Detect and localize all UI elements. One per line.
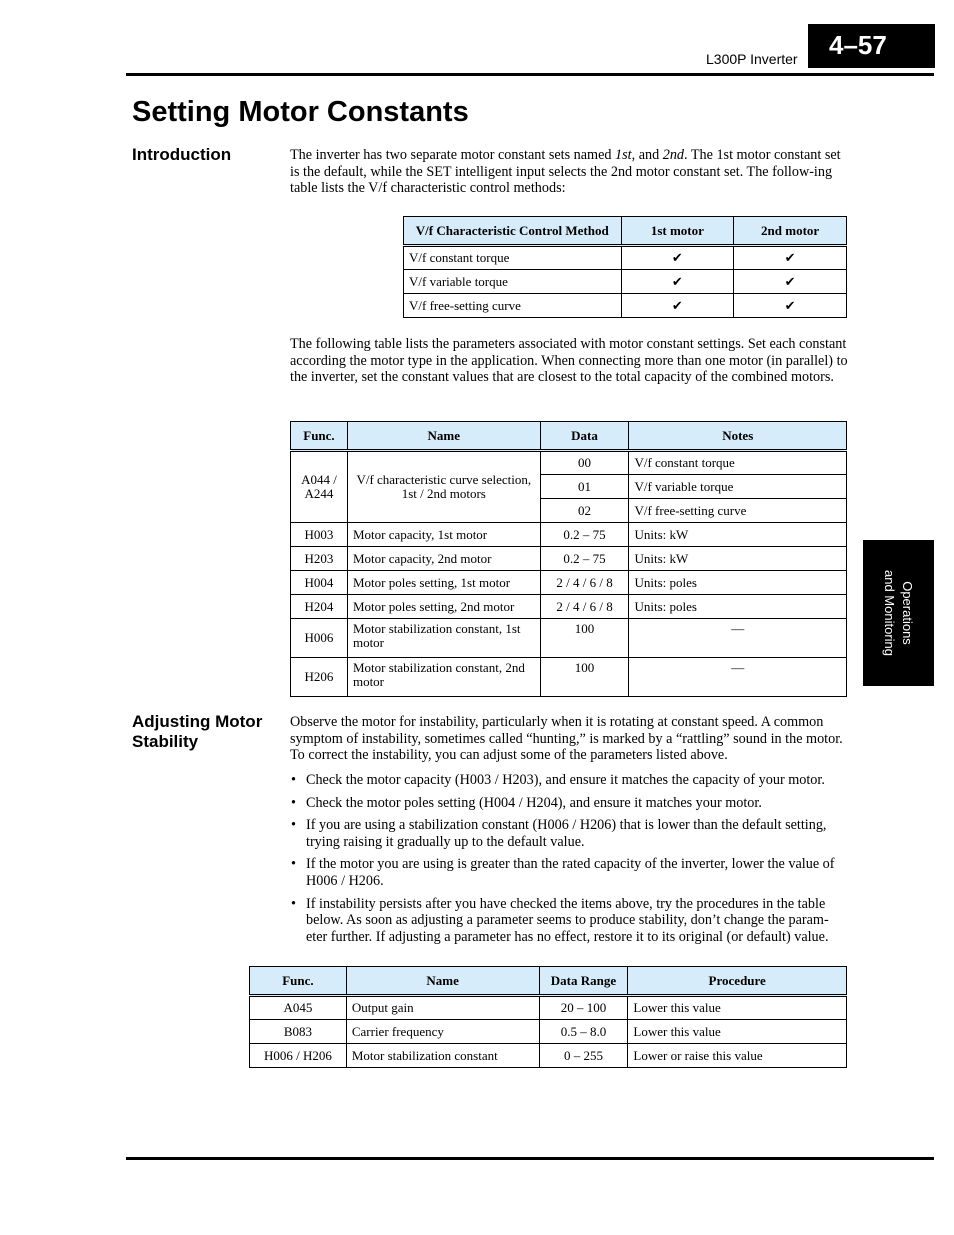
stability-bullet-list	[290, 772, 848, 951]
section-heading-adjusting-motor-stability	[132, 712, 262, 752]
data-cell: 0.2 – 75	[540, 523, 629, 547]
check-mark: ✔	[734, 294, 847, 318]
name-cell	[347, 451, 540, 523]
heading-line: Adjusting Motor	[132, 712, 263, 731]
side-tab-line1: Operations	[900, 581, 915, 645]
procedure-cell: Lower this value	[628, 996, 847, 1020]
table-row	[291, 595, 847, 619]
table-row	[250, 996, 847, 1020]
list-item: • Check the motor poles setting (H004 / H204), and ensure it matches your motor.	[290, 795, 848, 812]
data-cell: 02	[540, 499, 629, 523]
name-cell: Motor stabilization constant	[346, 1044, 539, 1068]
check-mark: ✔	[621, 270, 734, 294]
notes-cell: Units: poles	[629, 595, 847, 619]
notes-cell: V/f constant torque	[629, 451, 847, 475]
func-code-cell: H006 / H206	[250, 1044, 347, 1068]
table-row	[250, 1020, 847, 1044]
name-cell: Motor capacity, 2nd motor	[347, 547, 540, 571]
procedure-cell: Lower this value	[628, 1020, 847, 1044]
check-mark: ✔	[734, 246, 847, 270]
notes-cell: —	[629, 619, 847, 658]
motor-constant-parameter-table	[290, 421, 847, 697]
notes-cell: V/f free-setting curve	[629, 499, 847, 523]
table-row	[291, 658, 847, 697]
func-code-cell: H003	[291, 523, 348, 547]
table-cell: V/f free-setting curve	[404, 294, 622, 318]
side-tab-label	[880, 543, 916, 683]
func-code-line: A244	[304, 486, 334, 501]
func-code-cell: B083	[250, 1020, 347, 1044]
header-rule	[126, 73, 934, 76]
table-row	[404, 270, 847, 294]
name-line: V/f characteristic curve selection,	[356, 472, 532, 487]
table-header-cell: Data	[540, 422, 629, 451]
section-heading-introduction: Introduction	[132, 145, 232, 164]
list-item: • Check the motor capacity (H003 / H203), and ensure it matches the capacity of your motor.	[290, 772, 848, 789]
list-item: • If you are using a stabilization constant (H006 / H206) that is lower than the default setting, trying raising it gradually up to the default value.	[290, 817, 848, 850]
intro-text: . The 1st motor constant set is the default, while the SET intelligent input selects the 2nd motor constant set. The follow-ing table lists the V/f characteristic control methods:	[290, 147, 841, 197]
name-cell: Output gain	[346, 996, 539, 1020]
name-cell: Motor stabilization constant, 2nd motor	[347, 658, 540, 697]
notes-cell: —	[629, 658, 847, 697]
name-cell: Motor poles setting, 2nd motor	[347, 595, 540, 619]
table-header-cell: Func.	[250, 967, 347, 996]
func-code-cell: H204	[291, 595, 348, 619]
table-header-cell: V/f Characteristic Control Method	[404, 217, 622, 246]
data-cell: 2 / 4 / 6 / 8	[540, 595, 629, 619]
check-mark: ✔	[734, 270, 847, 294]
func-code-cell	[291, 451, 348, 523]
notes-cell: Units: poles	[629, 571, 847, 595]
stability-paragraph: Observe the motor for instability, particularly when it is rotating at constant speed. A common symptom of instability, sometimes called “hunting,” is marked by a “rattling” sound in the motor. To correct the instability, you can adjust some of the parameters listed above.	[290, 714, 843, 764]
table-row	[291, 547, 847, 571]
running-header-title: L300P Inverter	[706, 51, 798, 67]
func-code-cell: H203	[291, 547, 348, 571]
table-row	[291, 571, 847, 595]
check-mark: ✔	[621, 294, 734, 318]
heading-line: Stability	[132, 732, 199, 751]
table-row	[404, 246, 847, 270]
name-cell: Motor capacity, 1st motor	[347, 523, 540, 547]
data-cell: 2 / 4 / 6 / 8	[540, 571, 629, 595]
table-header-cell: Func.	[291, 422, 348, 451]
func-code-cell: H006	[291, 619, 348, 658]
page-title: Setting Motor Constants	[132, 96, 469, 128]
side-tab-line2: and Monitoring	[882, 570, 897, 656]
func-code-line: A044 /	[301, 472, 337, 487]
intro-italic-2nd: 2nd	[662, 147, 685, 163]
name-cell: Motor stabilization constant, 1st motor	[347, 619, 540, 658]
intro-text: The inverter has two separate motor constant sets named	[290, 147, 616, 163]
notes-cell: V/f variable torque	[629, 475, 847, 499]
data-cell: 01	[540, 475, 629, 499]
table-row	[291, 619, 847, 658]
data-cell: 0.2 – 75	[540, 547, 629, 571]
func-code-cell: H206	[291, 658, 348, 697]
intro-italic-1st: 1st	[615, 147, 632, 163]
name-cell: Motor poles setting, 1st motor	[347, 571, 540, 595]
data-cell: 00	[540, 451, 629, 475]
name-line: 1st / 2nd motors	[401, 486, 486, 501]
data-range-cell: 20 – 100	[539, 996, 628, 1020]
footer-rule	[126, 1157, 934, 1160]
name-cell: Carrier frequency	[346, 1020, 539, 1044]
table-row	[404, 294, 847, 318]
vf-method-table	[403, 216, 847, 318]
table-cell: V/f constant torque	[404, 246, 622, 270]
stability-procedure-table	[249, 966, 847, 1068]
intro-paragraph-2: The following table lists the parameters associated with motor constant settings. Set each constant according the motor type in the application. When connecting more than one motor (in parallel) to the inverter, set the constant values that are closest to the total capacity of the combined motors.	[290, 336, 848, 386]
table-header-cell: 2nd motor	[734, 217, 847, 246]
page-number: 4–57	[808, 24, 935, 68]
notes-cell: Units: kW	[629, 547, 847, 571]
data-range-cell: 0.5 – 8.0	[539, 1020, 628, 1044]
table-header-cell: 1st motor	[621, 217, 734, 246]
func-code-cell: H004	[291, 571, 348, 595]
table-cell: V/f variable torque	[404, 270, 622, 294]
table-row	[250, 1044, 847, 1068]
data-cell: 100	[540, 658, 629, 697]
table-header-cell: Name	[346, 967, 539, 996]
list-item: • If the motor you are using is greater than the rated capacity of the inverter, lower the value of H006 / H206.	[290, 856, 848, 889]
table-header-cell: Data Range	[539, 967, 628, 996]
data-range-cell: 0 – 255	[539, 1044, 628, 1068]
list-item: • If instability persists after you have checked the items above, try the procedures in the table below. As soon as adjusting a parameter seems to produce stability, don’t change the param-eter further. If adjusting a parameter has no effect, restore it to its original (or default) value.	[290, 896, 848, 946]
table-header-cell: Name	[347, 422, 540, 451]
intro-text: , and	[631, 147, 663, 163]
intro-paragraph-1	[290, 147, 848, 197]
procedure-cell: Lower or raise this value	[628, 1044, 847, 1068]
func-code-cell: A045	[250, 996, 347, 1020]
data-cell: 100	[540, 619, 629, 658]
notes-cell: Units: kW	[629, 523, 847, 547]
table-header-cell: Procedure	[628, 967, 847, 996]
table-header-cell: Notes	[629, 422, 847, 451]
table-row	[291, 523, 847, 547]
check-mark: ✔	[621, 246, 734, 270]
table-row	[291, 451, 847, 475]
